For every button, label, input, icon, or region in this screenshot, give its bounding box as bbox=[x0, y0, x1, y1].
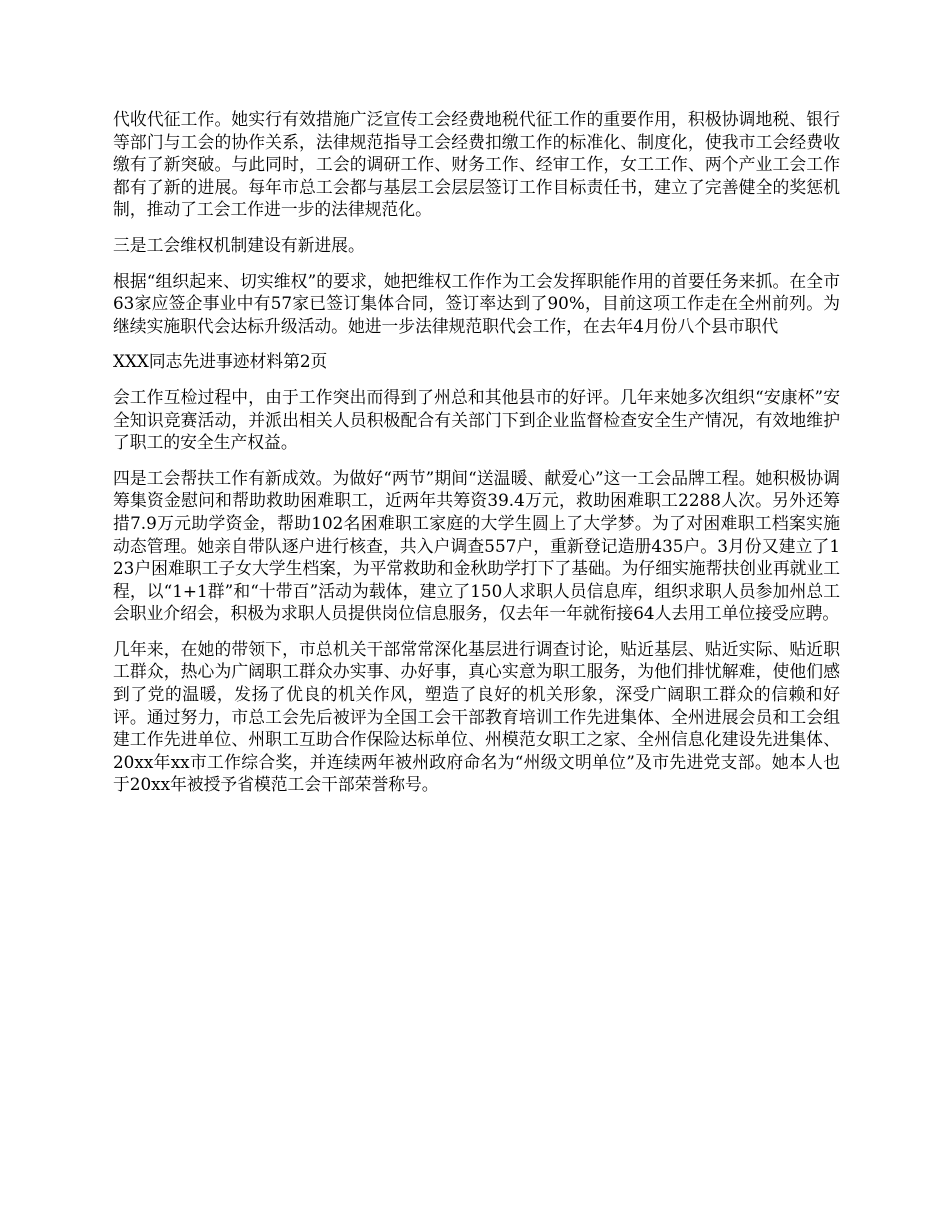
document-page bbox=[113, 108, 840, 809]
paragraph-heading-rights: 三是工会维权机制建设有新进展。 bbox=[113, 234, 365, 255]
page-header-line: XXX同志先进事迹材料第2页 bbox=[113, 351, 328, 372]
paragraph-rights-work: 根据“组织起来、切实维权”的要求，她把维权工作作为工会发挥职能作用的首要任务来抓。在全市63家应签企事业中有57家已签订集体合同，签订率达到了90%，目前这项工作走在全州前列。为继续实施职代会达标升级活动。她进一步法律规范职代会工作，在去年4月份八个县市职代 bbox=[113, 270, 840, 336]
paragraph-dues-collection: 代收代征工作。她实行有效措施广泛宣传工会经费地税代征工作的重要作用，积极协调地税、银行等部门与工会的协作关系，法律规范指导工会经费扣缴工作的标准化、制度化，使我市工会经费收缴有了新突破。与此同时，工会的调研工作、财务工作、经审工作，女工工作、两个产业工会工作都有了新的进展。每年市总工会都与基层工会层层签订工作目标责任书，建立了完善健全的奖惩机制，推动了工会工作进一步的法律规范化。 bbox=[113, 109, 840, 220]
paragraph-safety-work: 会工作互检过程中，由于工作突出而得到了州总和其他县市的好评。几年来她多次组织“安康杯”安全知识竞赛活动，并派出相关人员积极配合有关部门下到企业监督检查安全生产情况，有效地维护了职工的安全生产权益。 bbox=[113, 386, 840, 453]
paragraph-achievements: 几年来，在她的带领下，市总机关干部常常深化基层进行调查讨论，贴近基层、贴近实际、贴近职工群众，热心为广阔职工群众办实事、办好事，真心实意为职工服务，为他们排忧解难，使他们感到了党的温暖，发扬了优良的机关作风，塑造了良好的机关形象，深受广阔职工群众的信赖和好评。通过努力，市总工会先后被评为全国工会干部教育培训工作先进集体、全州进展会员和工会组建工作先进单位、州职工互助合作保险达标单位、州模范女职工之家、全州信息化建设先进集体、20xx年xx市工作综合奖，并连续两年被州政府命名为“州级文明单位”及市先进党支部。她本人也于20xx年被授予省模范工会干部荣誉称号。 bbox=[113, 638, 840, 795]
paragraph-assistance-work: 四是工会帮扶工作有新成效。为做好“两节”期间“送温暖、献爱心”这一工会品牌工程。她积极协调筹集资金慰问和帮助救助困难职工，近两年共筹资39.4万元，救助困难职工2288人次。另外还筹措7.9万元助学资金，帮助102名困难职工家庭的大学生圆上了大学梦。为了对困难职工档案实施动态管理。她亲自带队逐户进行核查，共入户调查557户，重新登记造册435户。3月份又建立了123户困难职工子女大学生档案，为平常救助和金秋助学打下了基础。为仔细实施帮扶创业再就业工程，以“1+1群”和“十带百”活动为载体，建立了150人求职人员信息库，组织求职人员参加州总工会职业介绍会，积极为求职人员提供岗位信息服务，仅去年一年就衔接64人去用工单位接受应聘。 bbox=[113, 467, 840, 624]
